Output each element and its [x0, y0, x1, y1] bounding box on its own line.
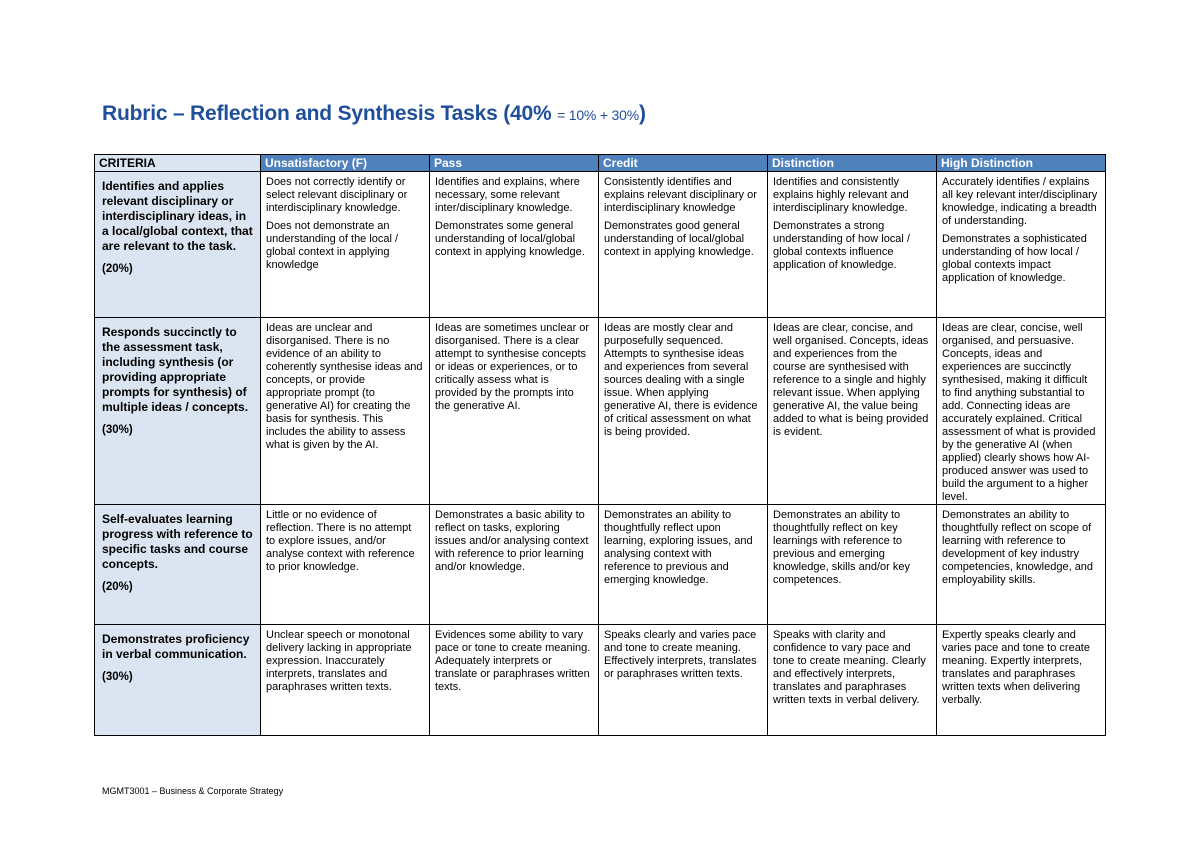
cell-unsatisfactory [261, 505, 430, 625]
header-row [95, 155, 1106, 172]
criterion-text: Identifies and applies relevant disciplinary or interdisciplinary ideas, in a local/global context, that are relevant to the task. [102, 179, 253, 253]
cell-credit [599, 172, 768, 318]
cell-paragraph: Identifies and explains, where necessary, some relevant inter/disciplinary knowledge. [435, 176, 580, 214]
rubric-row-synthesis [95, 318, 1106, 505]
cell-high-distinction [937, 505, 1106, 625]
criterion-text: Demonstrates proficiency in verbal communication. [102, 632, 250, 661]
criterion-cell [95, 172, 261, 318]
cell-paragraph: Identifies and consistently explains highly relevant and interdisciplinary knowledge. [773, 176, 909, 214]
rubric-table [94, 154, 1106, 736]
cell-paragraph: Consistently identifies and explains relevant disciplinary or interdisciplinary knowledge [604, 176, 757, 214]
title-close: ) [638, 102, 646, 125]
criterion-cell [95, 505, 261, 625]
cell-paragraph: Unclear speech or monotonal delivery lacking in appropriate expression. Inaccurately interprets, translates and paraphrases written texts. [266, 629, 412, 693]
rubric-row-verbal [95, 625, 1106, 736]
criterion-text: Responds succinctly to the assessment task, including synthesis (or providing appropriate prompts for synthesis) of multiple ideas / concepts. [102, 325, 249, 414]
title-weighting: = 10% + 30% [557, 107, 639, 123]
cell-paragraph: Accurately identifies / explains all key relevant inter/disciplinary knowledge, indicating a breadth of understanding. [942, 176, 1098, 227]
criterion-cell [95, 625, 261, 736]
cell-distinction [768, 505, 937, 625]
cell-paragraph: Demonstrates a basic ability to reflect on tasks, exploring issues and/or analysing context with reference to prior learning and/or knowledge. [435, 509, 589, 573]
cell-paragraph: Ideas are unclear and disorganised. There is no evidence of an ability to coherently synthesise ideas and concepts, or provide appropriate prompt (to generative AI) for creating the basis for synthesis. This includes the ability to assess what is given by the AI. [266, 322, 423, 451]
cell-paragraph: Demonstrates a strong understanding of how local / global contexts influence application of knowledge. [773, 220, 910, 271]
page-footer: MGMT3001 – Business & Corporate Strategy [102, 786, 284, 796]
criterion-weight: (30%) [102, 424, 133, 436]
header-high-distinction: High Distinction [937, 155, 1106, 172]
cell-distinction [768, 172, 937, 318]
header-credit: Credit [599, 155, 768, 172]
cell-paragraph: Speaks with clarity and confidence to vary pace and tone to create meaning. Clearly and effectively interprets, translates and paraphrases written texts in verbal delivery. [773, 629, 926, 706]
cell-high-distinction [937, 172, 1106, 318]
header-pass: Pass [430, 155, 599, 172]
cell-paragraph: Evidences some ability to vary pace or tone to create meaning. Adequately interprets or translate or paraphrases written texts. [435, 629, 591, 693]
cell-paragraph: Ideas are mostly clear and purposefully sequenced. Attempts to synthesise ideas and experiences from several sources dealing with a single issue. When applying generative AI, there is evidence of critical assessment on what is being provided. [604, 322, 758, 438]
cell-high-distinction [937, 625, 1106, 736]
criterion-weight: (30%) [102, 671, 133, 683]
cell-paragraph: Demonstrates an ability to thoughtfully reflect upon learning, exploring issues, and analysing context with reference to previous and emerging knowledge. [604, 509, 753, 586]
cell-paragraph: Ideas are clear, concise, and well organised. Concepts, ideas and experiences from the course are synthesised with reference to a single and highly relevant issue. When applying generative AI, the value being added to what is being provided is evident. [773, 322, 929, 438]
cell-paragraph: Demonstrates an ability to thoughtfully reflect on scope of learning with reference to development of key industry competencies, knowledge, and employability skills. [942, 509, 1094, 586]
cell-paragraph: Demonstrates good general understanding of local/global context in applying knowledge. [604, 220, 754, 258]
cell-high-distinction [937, 318, 1106, 505]
cell-pass [430, 172, 599, 318]
rubric-row-ideas [95, 172, 1106, 318]
cell-unsatisfactory [261, 318, 430, 505]
cell-paragraph: Demonstrates some general understanding of local/global context in applying knowledge. [435, 220, 585, 258]
cell-paragraph: Demonstrates a sophisticated understanding of how local / global contexts impact application of knowledge. [942, 233, 1087, 284]
cell-paragraph: Does not correctly identify or select relevant disciplinary or interdisciplinary knowledge. [266, 176, 408, 214]
cell-distinction [768, 625, 937, 736]
criterion-cell [95, 318, 261, 505]
cell-unsatisfactory [261, 625, 430, 736]
cell-pass [430, 318, 599, 505]
cell-paragraph: Little or no evidence of reflection. There is no attempt to explore issues, and/or analyse context with reference to prior knowledge. [266, 509, 415, 573]
criterion-weight: (20%) [102, 263, 133, 275]
page-title [102, 102, 646, 126]
cell-paragraph: Ideas are sometimes unclear or disorganised. There is a clear attempt to synthesise concepts or ideas or experiences, or to critically assess what is provided by the prompts into the generative AI. [435, 322, 590, 412]
cell-paragraph: Speaks clearly and varies pace and tone to create meaning. Effectively interprets, translates or paraphrases written texts. [604, 629, 757, 680]
cell-credit [599, 505, 768, 625]
header-criteria: CRITERIA [95, 155, 261, 172]
header-unsatisfactory: Unsatisfactory (F) [261, 155, 430, 172]
cell-credit [599, 318, 768, 505]
cell-pass [430, 505, 599, 625]
header-distinction: Distinction [768, 155, 937, 172]
rubric-row-self-evaluation [95, 505, 1106, 625]
cell-unsatisfactory [261, 172, 430, 318]
cell-pass [430, 625, 599, 736]
cell-paragraph: Expertly speaks clearly and varies pace and tone to create meaning. Expertly interprets, translates and paraphrases written texts when delivering verbally. [942, 629, 1090, 706]
cell-distinction [768, 318, 937, 505]
cell-paragraph: Ideas are clear, concise, well organised, and persuasive. Concepts, ideas and experiences are succinctly synthesised, making it difficult to find anything substantial to add. Connecting ideas are accurately explained. Critical assessment of what is provided by the generative AI (when applied) clearly shows how AI-produced answer was used to build the argument to a higher level. [942, 322, 1096, 503]
cell-paragraph: Demonstrates an ability to thoughtfully reflect on key learnings with reference to previous and emerging knowledge, skills and/or key competences. [773, 509, 910, 586]
title-main: Rubric – Reflection and Synthesis Tasks (40% [102, 102, 558, 125]
cell-credit [599, 625, 768, 736]
criterion-weight: (20%) [102, 581, 133, 593]
cell-paragraph: Does not demonstrate an understanding of the local / global context in applying knowledge [266, 220, 399, 271]
criterion-text: Self-evaluates learning progress with reference to specific tasks and course concepts. [102, 512, 253, 571]
